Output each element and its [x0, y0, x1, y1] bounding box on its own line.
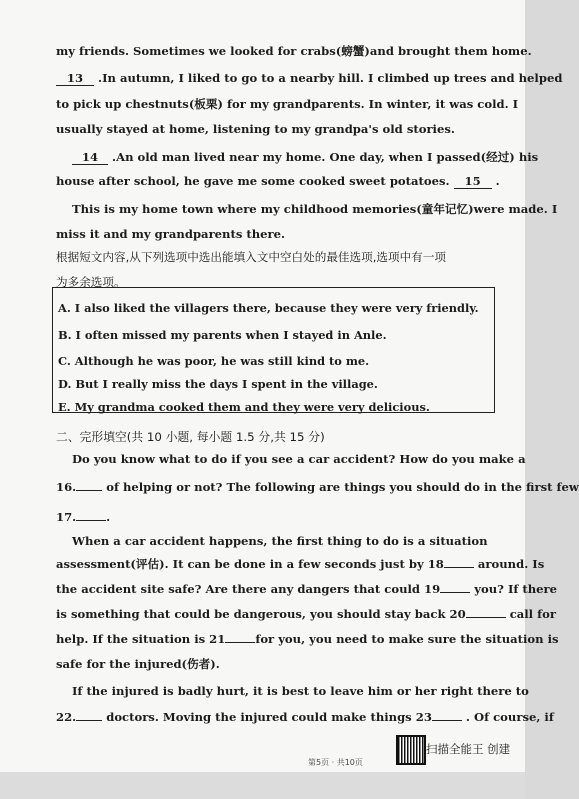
- blank-17[interactable]: [76, 520, 106, 521]
- cloze-line-5: [56, 557, 545, 571]
- text: If the injured is badly hurt, it is best to leave him or her right there to: [72, 684, 529, 698]
- passage-line-7: [72, 202, 558, 216]
- blank-22[interactable]: [76, 720, 102, 721]
- text: doctors. Moving the injured could make things 23: [102, 710, 432, 724]
- cloze-line-1: [72, 452, 526, 466]
- passage-line-4: [56, 122, 502, 136]
- text: house after school, he gave me some cooked sweet potatoes.: [56, 174, 454, 188]
- passage-line-2: [56, 71, 563, 86]
- blank-19[interactable]: [440, 592, 470, 593]
- cloze-line-2: [56, 480, 579, 494]
- passage-line-6: [56, 174, 502, 189]
- text: around. Is: [473, 557, 545, 571]
- blank-21[interactable]: [225, 642, 255, 643]
- text: .: [106, 510, 111, 524]
- option-c[interactable]: C. Although he was poor, he was still kind to me.: [58, 354, 370, 368]
- cloze-line-11: [56, 710, 554, 724]
- option-b[interactable]: B. I often missed my parents when I stayed in Anle.: [58, 328, 387, 342]
- passage-line-8: [56, 227, 502, 241]
- text: to pick up chestnuts(板栗) for my grandparents. In winter, it was cold. I: [56, 97, 519, 111]
- cloze-line-6: [56, 582, 558, 596]
- instruction-line-1: [56, 250, 502, 264]
- qr-code-icon: [396, 735, 426, 765]
- text: the accident site safe? Are there any dangers that could 19: [56, 582, 441, 596]
- blank-13[interactable]: 13: [56, 71, 94, 86]
- text: When a car accident happens, the first thing to do is a situation: [72, 534, 488, 548]
- option-a[interactable]: A. I also liked the villagers there, because they were very friendly.: [58, 301, 479, 315]
- passage-line-5: [72, 150, 539, 165]
- scanner-watermark: 扫描全能王 创建: [426, 742, 511, 756]
- text: 16.: [56, 480, 77, 494]
- blank-20[interactable]: [466, 617, 506, 618]
- text: 22.: [56, 710, 77, 724]
- cloze-line-8: [56, 632, 559, 646]
- cloze-line-3: [56, 510, 502, 524]
- cloze-line-10: [72, 684, 529, 698]
- cloze-line-9: [56, 657, 502, 671]
- passage-line-1: [56, 44, 532, 58]
- blank-15[interactable]: 15: [454, 174, 492, 189]
- text: help. If the situation is 21: [56, 632, 226, 646]
- text: for you, you need to make sure the situation is: [255, 632, 559, 646]
- text: usually stayed at home, listening to my grandpa's old stories.: [56, 122, 455, 136]
- text: 根据短文内容,从下列选项中选出能填入文中空白处的最佳选项,选项中有一项: [56, 250, 446, 264]
- bottom-strip: [0, 772, 525, 799]
- text: miss it and my grandparents there.: [56, 227, 286, 241]
- text: .In autumn, I liked to go to a nearby hill. I climbed up trees and helped: [94, 71, 563, 85]
- option-d[interactable]: D. But I really miss the days I spent in the village.: [58, 377, 378, 391]
- text: This is my home town where my childhood memories(童年记忆)were made. I: [72, 202, 558, 216]
- passage-line-3: [56, 97, 519, 111]
- text: 为多余选项。: [56, 275, 126, 289]
- text: call for: [505, 607, 556, 621]
- text: . Of course, if: [461, 710, 554, 724]
- text: .An old man lived near my home. One day, when I passed(经过) his: [108, 150, 539, 164]
- text: .: [491, 174, 500, 188]
- text: my friends. Sometimes we looked for crabs(螃蟹)and brought them home.: [56, 44, 532, 58]
- blank-18[interactable]: [444, 567, 474, 568]
- text: safe for the injured(伤者).: [56, 657, 220, 671]
- blank-16[interactable]: [76, 490, 102, 491]
- text: of helping or not? The following are things you should do in the first few: [102, 480, 579, 494]
- cloze-line-4: [72, 534, 518, 548]
- text: Do you know what to do if you see a car accident? How do you make a: [72, 452, 526, 466]
- option-e[interactable]: E. My grandma cooked them and they were very delicious.: [58, 400, 430, 414]
- cloze-line-7: [56, 607, 556, 621]
- blank-23[interactable]: [432, 720, 462, 721]
- section-heading: 二、完形填空(共 10 小题, 每小题 1.5 分,共 15 分): [56, 430, 325, 444]
- text: you? If there: [470, 582, 558, 596]
- page-number: 第5页 · 共10页: [308, 758, 363, 767]
- text: is something that could be dangerous, you should stay back 20: [56, 607, 466, 621]
- text: 17.: [56, 510, 77, 524]
- text: assessment(评估). It can be done in a few seconds just by 18: [56, 557, 444, 571]
- blank-14[interactable]: 14: [72, 150, 108, 165]
